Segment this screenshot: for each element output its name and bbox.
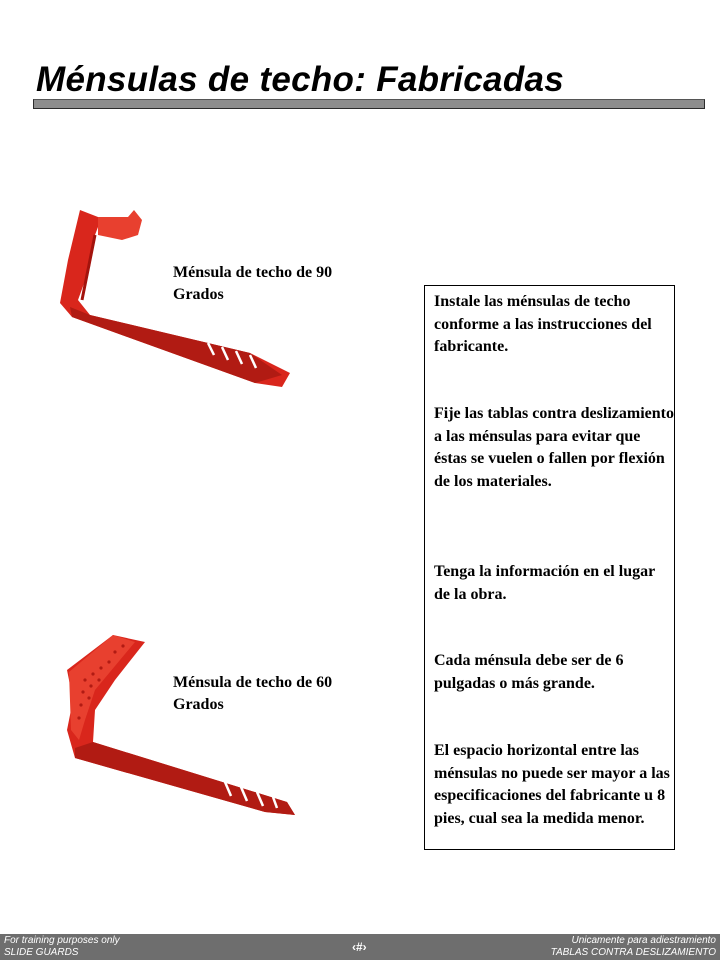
slide-title: Ménsulas de techo: Fabricadas <box>36 60 565 99</box>
instruction-paragraph: Fije las tablas contra deslizamiento a las ménsulas para evitar que éstas se vuelen o fallen por flexión de los materiales. <box>434 405 674 490</box>
footer-topic-en: SLIDE GUARDS <box>4 947 79 958</box>
instruction-paragraph: El espacio horizontal entre las ménsulas no puede ser mayor a las especificaciones del fabricante u 8 pies, cual sea la medida menor. <box>434 742 670 827</box>
bracket-90-caption: Ménsula de techo de 90 Grados <box>173 264 333 303</box>
title-underline <box>33 99 705 109</box>
instruction-paragraph: Instale las ménsulas de techo conforme a las instrucciones del fabricante. <box>434 293 652 355</box>
footer-page-number: ‹#› <box>352 940 367 954</box>
footer-topic-es: TABLAS CONTRA DESLIZAMIENTO <box>550 947 716 958</box>
instructions-box <box>424 285 675 850</box>
footer-training-note-es: Unicamente para adiestramiento <box>571 935 716 946</box>
instruction-paragraph: Cada ménsula debe ser de 6 pulgadas o más grande. <box>434 652 624 692</box>
footer-training-note: For training purposes only <box>4 935 120 946</box>
bracket-60-caption: Ménsula de techo de 60 Grados <box>173 674 333 713</box>
roof-bracket-60-icon <box>55 630 300 820</box>
instruction-paragraph: Tenga la información en el lugar de la obra. <box>434 563 655 603</box>
footer-bar <box>0 934 720 960</box>
